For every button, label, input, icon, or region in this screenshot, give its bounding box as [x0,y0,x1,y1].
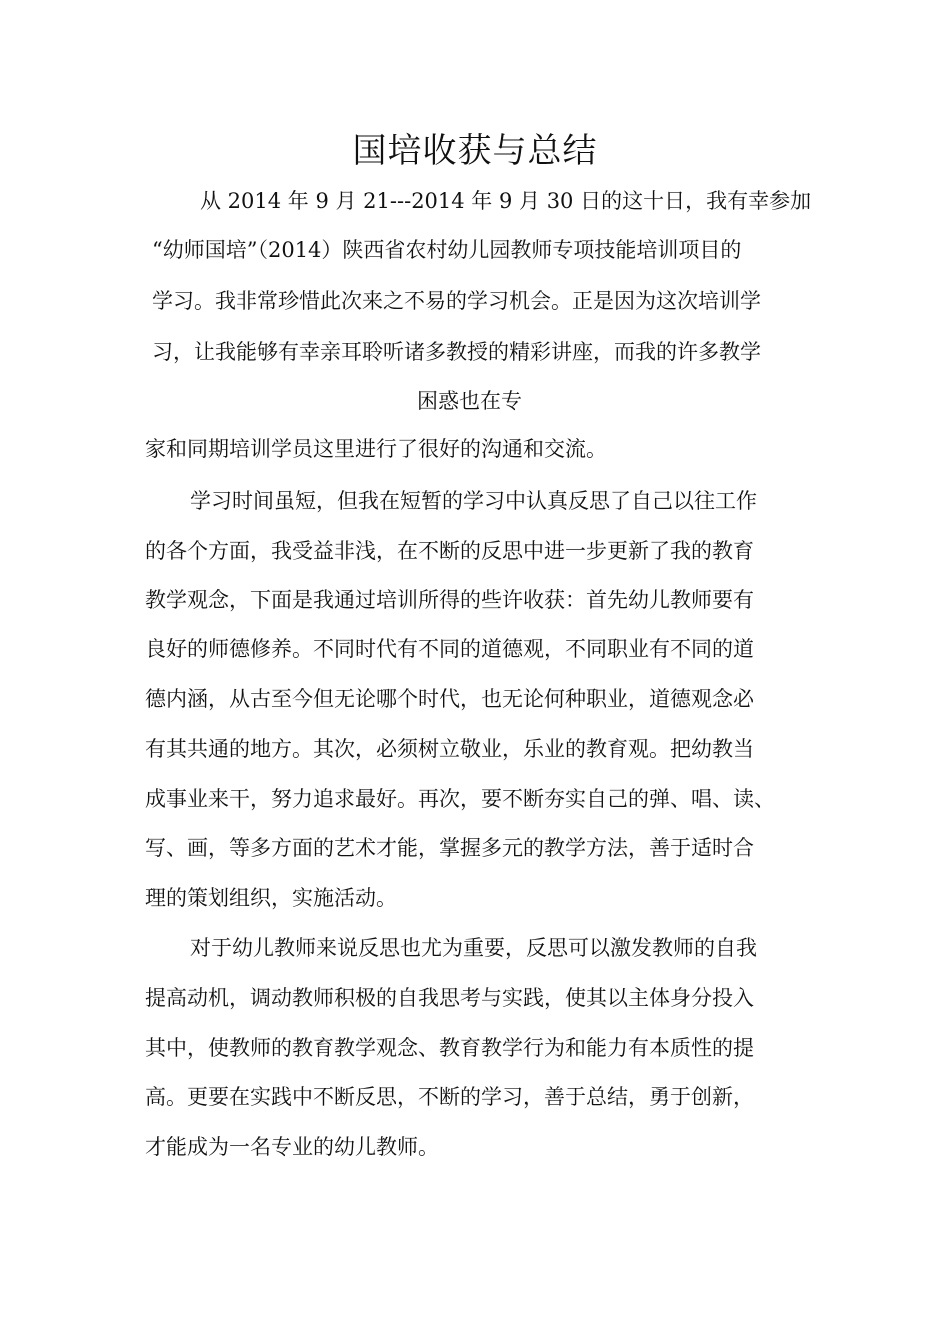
paragraph-2-line-1: 学习时间虽短，但我在短暂的学习中认真反思了自己以往工作 [190,489,757,513]
paragraph-3-line-1: 对于幼儿教师来说反思也尤为重要，反思可以激发教师的自我 [190,936,757,960]
paragraph-2-line-3: 教学观念，下面是我通过培训所得的些许收获：首先幼儿教师要有 [145,588,754,612]
paragraph-1-line-5: 困惑也在专 [417,389,522,413]
paragraph-2-line-7: 成事业来干，努力追求最好。再次，要不断夯实自己的弹、唱、读、 [145,787,775,811]
paragraph-1-line-1: 从 2014 年 9 月 21---2014 年 9 月 30 日的这十日，我有幸参加 [200,189,812,213]
paragraph-3-line-5: 才能成为一名专业的幼儿教师。 [145,1135,439,1159]
document-title: 国培收获与总结 [352,131,598,171]
paragraph-2-line-8: 写、画，等多方面的艺术才能，掌握多元的教学方法，善于适时合 [145,836,754,860]
paragraph-2-line-9: 理的策划组织，实施活动。 [145,886,397,910]
paragraph-3-line-3: 其中，使教师的教育教学观念、教育教学行为和能力有本质性的提 [145,1036,754,1060]
paragraph-3-line-2: 提高动机，调动教师积极的自我思考与实践，使其以主体身分投入 [145,986,754,1010]
paragraph-2-line-6: 有其共通的地方。其次，必须树立敬业，乐业的教育观。把幼教当 [145,737,754,761]
paragraph-2-line-4: 良好的师德修养。不同时代有不同的道德观，不同职业有不同的道 [145,637,754,661]
paragraph-2-line-5: 德内涵，从古至今但无论哪个时代，也无论何种职业，道德观念必 [145,687,754,711]
paragraph-2-line-2: 的各个方面，我受益非浅，在不断的反思中进一步更新了我的教育 [145,539,754,563]
paragraph-1-line-6: 家和同期培训学员这里进行了很好的沟通和交流。 [145,437,607,461]
paragraph-1-line-2: “幼师国培”（2014）陕西省农村幼儿园教师专项技能培训项目的 [152,238,742,262]
paragraph-3-line-4: 高。更要在实践中不断反思，不断的学习，善于总结，勇于创新， [145,1085,754,1109]
paragraph-1-line-3: 学习。我非常珍惜此次来之不易的学习机会。正是因为这次培训学 [152,289,761,313]
paragraph-1-line-4: 习，让我能够有幸亲耳聆听诸多教授的精彩讲座，而我的许多教学 [152,340,761,364]
